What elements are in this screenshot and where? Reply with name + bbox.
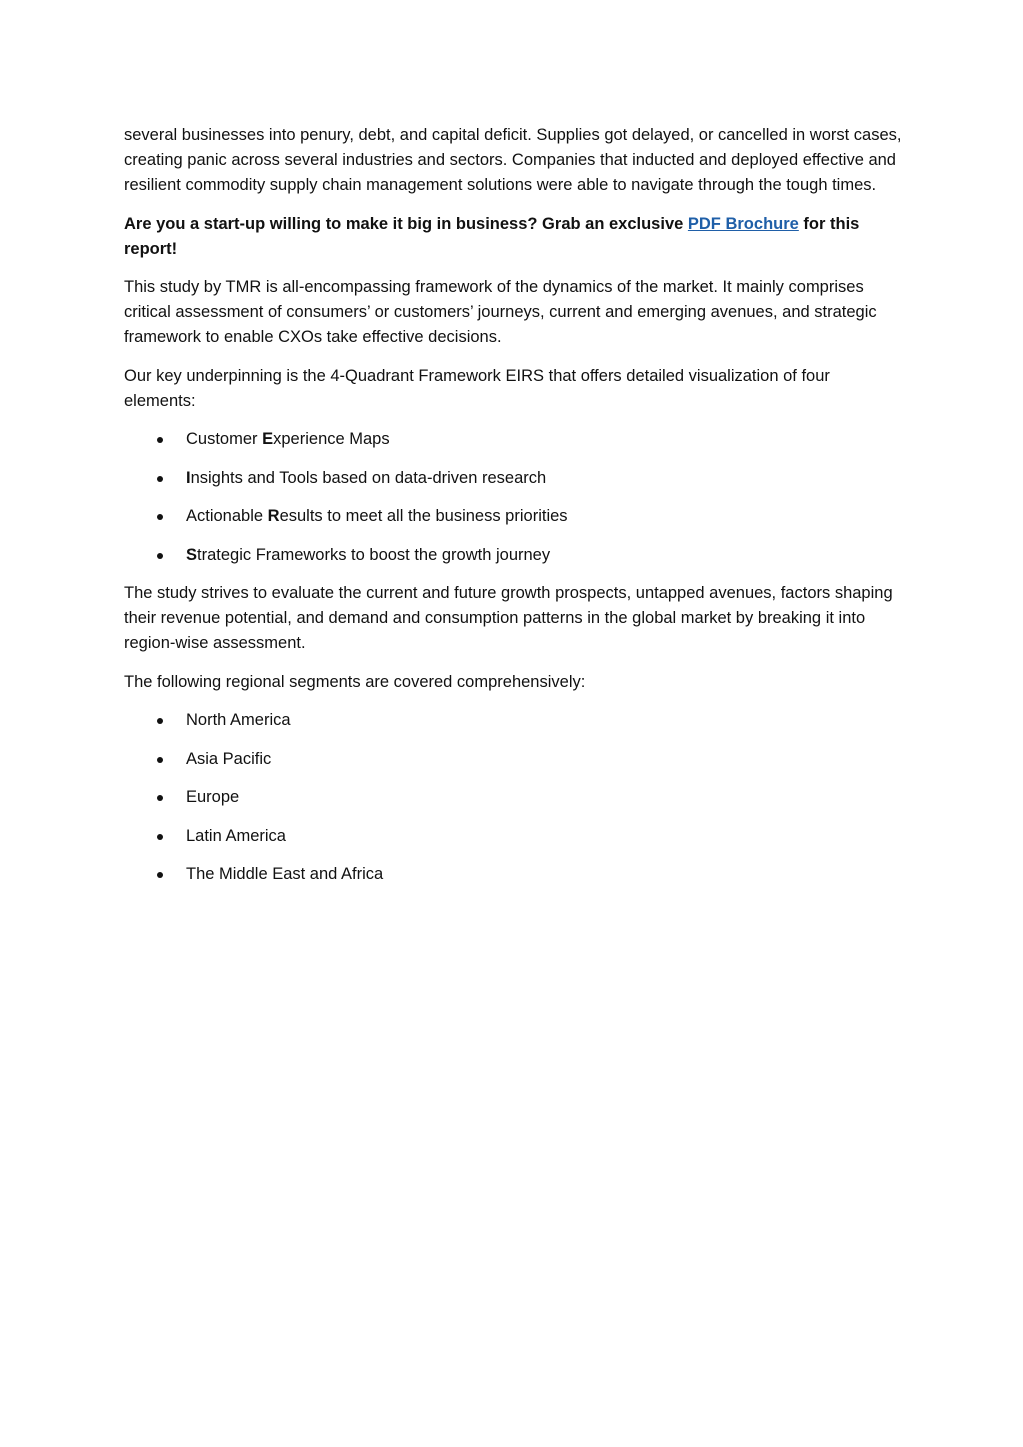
region-name: Latin America [186, 826, 286, 845]
item-text: trategic Frameworks to boost the growth journey [197, 545, 551, 564]
item-text: xperience Maps [273, 430, 390, 448]
list-item [124, 785, 904, 810]
document-body [124, 123, 904, 901]
list-item [124, 427, 904, 452]
bullet-icon [157, 718, 163, 724]
evaluation-paragraph: The study strives to evaluate the current and future growth prospects, untapped avenues, factors shaping their revenue potential, and demand and consumption patterns in the global market by breaking it into region-wise assessment. [124, 584, 893, 652]
item-initial: S [186, 545, 198, 564]
item-text: Customer [186, 430, 263, 448]
region-name: Europe [186, 788, 240, 806]
framework-paragraph: Our key underpinning is the 4-Quadrant Framework EIRS that offers detailed visualization of four elements: [124, 366, 830, 410]
list-item [124, 466, 904, 491]
bullet-icon [157, 437, 163, 443]
framework-list [124, 427, 904, 568]
list-item [124, 747, 904, 772]
bullet-icon [157, 795, 163, 801]
cta-paragraph [124, 212, 904, 262]
item-text: esults to meet all the business priorities [279, 507, 568, 525]
bullet-icon [157, 476, 163, 482]
pdf-brochure-link[interactable]: PDF Brochure [687, 214, 799, 233]
bullet-icon [157, 834, 163, 840]
cta-text-after: for this report! [124, 214, 860, 258]
list-item [124, 708, 904, 733]
list-item [124, 824, 904, 849]
regions-list [124, 708, 904, 887]
item-initial: I [186, 468, 191, 487]
bullet-icon [157, 872, 163, 878]
region-name: The Middle East and Africa [186, 865, 384, 883]
region-name: North America [186, 711, 291, 729]
region-name: Asia Pacific [186, 749, 272, 768]
item-text: nsights and Tools based on data-driven research [190, 468, 547, 487]
list-item [124, 862, 904, 887]
item-initial: E [262, 430, 274, 448]
study-paragraph: This study by TMR is all-encompassing framework of the dynamics of the market. It mainly comprises critical assessment of consumers’ or customers’ journeys, current and emerging avenues, and strategic framework to enable CXOs take effective decisions. [124, 278, 877, 346]
list-item [124, 543, 904, 568]
regions-paragraph: The following regional segments are covered comprehensively: [124, 672, 586, 691]
cta-text-before: Are you a start-up willing to make it big in business? Grab an exclusive [124, 214, 688, 233]
bullet-icon [157, 553, 163, 559]
list-item [124, 504, 904, 529]
bullet-icon [157, 514, 163, 520]
intro-paragraph: several businesses into penury, debt, and capital deficit. Supplies got delayed, or cancelled in worst cases, creating panic across several industries and sectors. Companies that inducted and deployed effective and resilient commodity supply chain management solutions were able to navigate through the tough times. [124, 126, 902, 194]
item-initial: R [267, 507, 280, 525]
item-text: Actionable [186, 507, 268, 525]
bullet-icon [157, 757, 163, 763]
